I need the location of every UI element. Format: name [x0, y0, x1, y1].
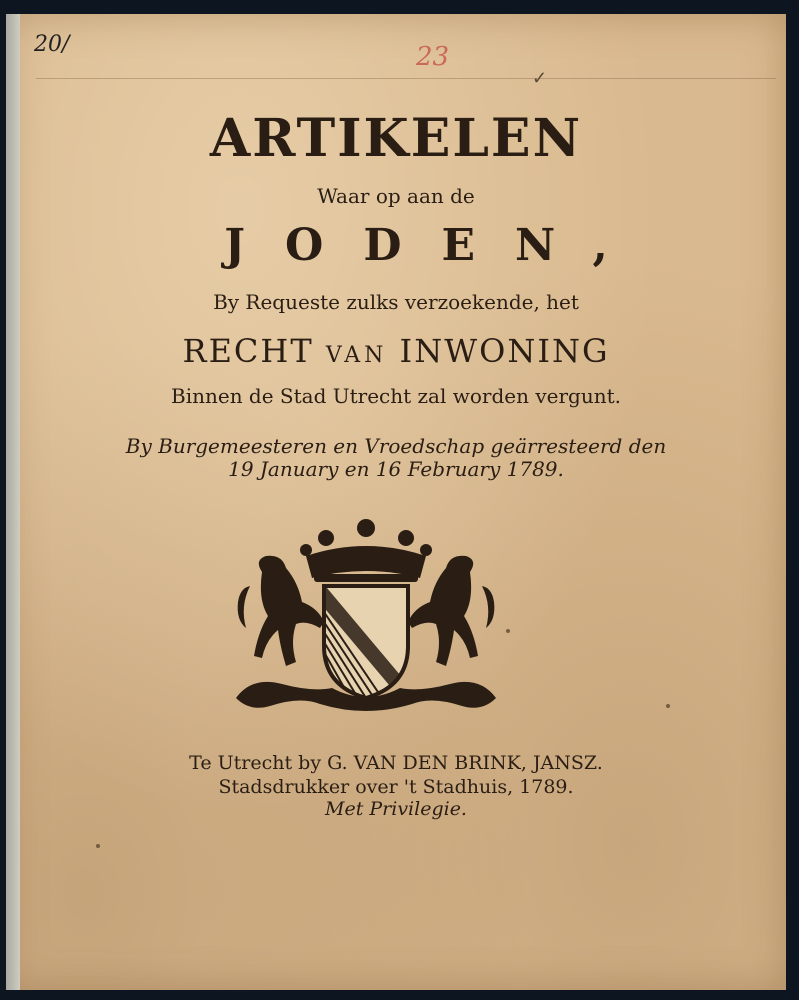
- subtitle-joden: JODEN,: [224, 220, 648, 271]
- document-page: [6, 14, 786, 990]
- subtitle-line-5: Binnen de Stad Utrecht zal worden vergunt.: [171, 384, 621, 408]
- recht-word: RECHT: [182, 332, 314, 370]
- subtitle-line-3: By Requeste zulks verzoekende, het: [213, 290, 579, 314]
- van-word: VAN: [325, 343, 388, 368]
- inwoning-word: INWONING: [399, 332, 610, 370]
- subtitle-recht-van-inwoning: [26, 332, 766, 370]
- subtitle-line-1: Waar op aan de: [317, 184, 475, 208]
- imprint-line-3: Met Privilegie.: [325, 798, 467, 820]
- handwritten-number-left: 20/: [34, 32, 70, 57]
- fold-line: [36, 78, 776, 79]
- handwritten-number-top: 23: [416, 42, 450, 72]
- check-mark-icon: ✓: [532, 68, 548, 89]
- document-title: ARTIKELEN: [209, 108, 583, 169]
- imprint-line-2: Stadsdrukker over 't Stadhuis, 1789.: [218, 776, 574, 798]
- ink-speck: [96, 844, 100, 848]
- utrecht-coat-of-arms-icon: [232, 516, 500, 718]
- ink-speck: [666, 704, 670, 708]
- imprint-line-1: Te Utrecht by G. VAN DEN BRINK, JANSZ.: [189, 752, 603, 774]
- resolution-line-2: 19 January en 16 February 1789.: [228, 457, 564, 481]
- binding-spine: [6, 14, 20, 990]
- resolution-line-1: By Burgemeesteren en Vroedschap geärresteerd den: [125, 434, 667, 458]
- ink-speck: [506, 629, 510, 633]
